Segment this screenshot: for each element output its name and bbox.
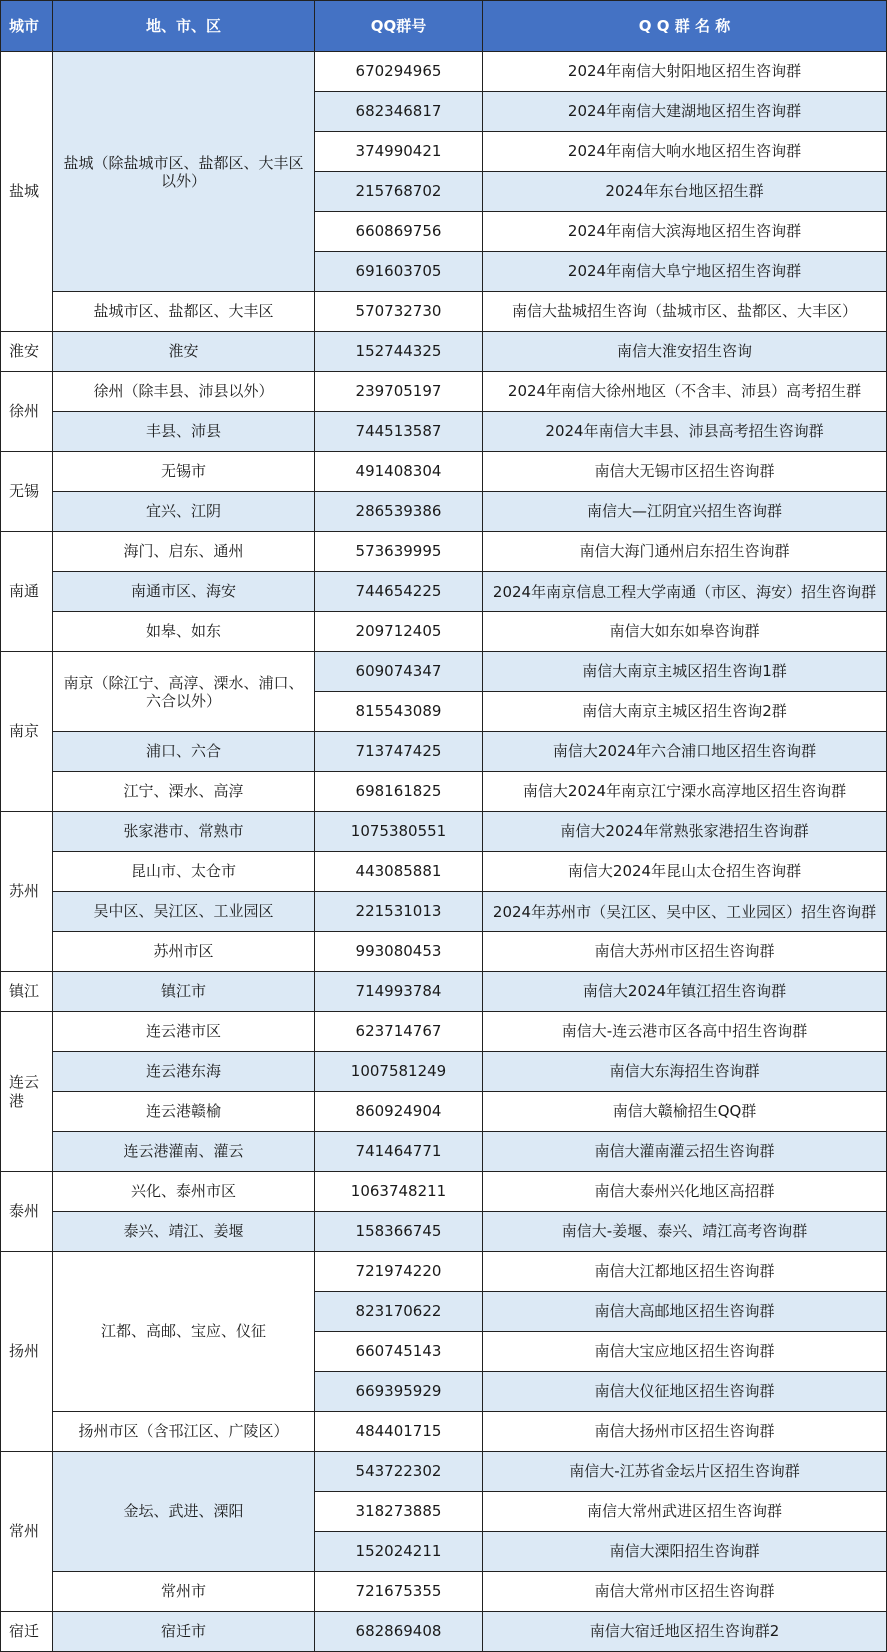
district-cell: 徐州（除丰县、沛县以外）: [53, 372, 315, 412]
qq-number-cell: 815543089: [315, 692, 483, 732]
city-cell: 镇江: [1, 972, 53, 1012]
table-row: [1, 292, 887, 332]
district-cell: 宜兴、江阴: [53, 492, 315, 532]
district-cell: 吴中区、吴江区、工业园区: [53, 892, 315, 932]
group-name-cell: 2024年南信大射阳地区招生咨询群: [483, 52, 887, 92]
qq-number-cell: 682869408: [315, 1612, 483, 1652]
group-name-cell: 南信大-姜堰、泰兴、靖江高考咨询群: [483, 1212, 887, 1252]
qq-number-cell: 721974220: [315, 1252, 483, 1292]
group-name-cell: 2024年南信大阜宁地区招生咨询群: [483, 252, 887, 292]
group-name-cell: 南信大2024年昆山太仓招生咨询群: [483, 852, 887, 892]
qq-number-cell: 670294965: [315, 52, 483, 92]
district-cell: 南通市区、海安: [53, 572, 315, 612]
qq-number-cell: 152744325: [315, 332, 483, 372]
table-row: [1, 932, 887, 972]
group-name-cell: 南信大2024年南京江宁溧水高淳地区招生咨询群: [483, 772, 887, 812]
group-name-cell: 南信大宿迁地区招生咨询群2: [483, 1612, 887, 1652]
qq-number-cell: 713747425: [315, 732, 483, 772]
district-cell: 连云港市区: [53, 1012, 315, 1052]
qq-number-cell: 691603705: [315, 252, 483, 292]
table-row: [1, 452, 887, 492]
qq-number-cell: 570732730: [315, 292, 483, 332]
table-row: [1, 52, 887, 92]
district-cell: 无锡市: [53, 452, 315, 492]
district-cell: 如皋、如东: [53, 612, 315, 652]
table-row: [1, 1572, 887, 1612]
district-cell: 海门、启东、通州: [53, 532, 315, 572]
qq-number-cell: 484401715: [315, 1412, 483, 1452]
qq-number-cell: 623714767: [315, 1012, 483, 1052]
header-qq: QQ群号: [315, 1, 483, 52]
table-row: [1, 412, 887, 452]
district-cell: 昆山市、太仓市: [53, 852, 315, 892]
qq-number-cell: 209712405: [315, 612, 483, 652]
table-row: [1, 332, 887, 372]
district-cell: 扬州市区（含邗江区、广陵区）: [53, 1412, 315, 1452]
table-row: [1, 1172, 887, 1212]
city-cell: 盐城: [1, 52, 53, 332]
qq-number-cell: 660869756: [315, 212, 483, 252]
group-name-cell: 2024年南信大丰县、沛县高考招生咨询群: [483, 412, 887, 452]
group-name-cell: 南信大泰州兴化地区高招群: [483, 1172, 887, 1212]
group-name-cell: 南信大-连云港市区各高中招生咨询群: [483, 1012, 887, 1052]
qq-number-cell: 744654225: [315, 572, 483, 612]
group-name-cell: 南信大高邮地区招生咨询群: [483, 1292, 887, 1332]
city-cell: 宿迁: [1, 1612, 53, 1652]
table-row: [1, 772, 887, 812]
city-cell: 泰州: [1, 1172, 53, 1252]
table-row: [1, 1612, 887, 1652]
qq-number-cell: 993080453: [315, 932, 483, 972]
city-cell: 南通: [1, 532, 53, 652]
table-row: [1, 1412, 887, 1452]
group-name-cell: 南信大仪征地区招生咨询群: [483, 1372, 887, 1412]
table-row: [1, 612, 887, 652]
qq-number-cell: 573639995: [315, 532, 483, 572]
header-city: 城市: [1, 1, 53, 52]
qq-number-cell: 491408304: [315, 452, 483, 492]
district-cell: 金坛、武进、溧阳: [53, 1452, 315, 1572]
group-name-cell: 2024年苏州市（吴江区、吴中区、工业园区）招生咨询群: [483, 892, 887, 932]
group-name-cell: 南信大-江苏省金坛片区招生咨询群: [483, 1452, 887, 1492]
district-cell: 兴化、泰州市区: [53, 1172, 315, 1212]
table-row: [1, 812, 887, 852]
qq-number-cell: 698161825: [315, 772, 483, 812]
group-name-cell: 2024年南信大滨海地区招生咨询群: [483, 212, 887, 252]
group-name-cell: 南信大苏州市区招生咨询群: [483, 932, 887, 972]
qq-number-cell: 860924904: [315, 1092, 483, 1132]
district-cell: 张家港市、常熟市: [53, 812, 315, 852]
group-name-cell: 南信大常州市区招生咨询群: [483, 1572, 887, 1612]
qq-number-cell: 239705197: [315, 372, 483, 412]
district-cell: 南京（除江宁、高淳、溧水、浦口、六合以外）: [53, 652, 315, 732]
district-cell: 宿迁市: [53, 1612, 315, 1652]
group-name-cell: 南信大2024年常熟张家港招生咨询群: [483, 812, 887, 852]
district-cell: 连云港灌南、灌云: [53, 1132, 315, 1172]
qq-number-cell: 543722302: [315, 1452, 483, 1492]
group-name-cell: 南信大2024年镇江招生咨询群: [483, 972, 887, 1012]
table-row: [1, 1012, 887, 1052]
city-cell: 无锡: [1, 452, 53, 532]
table-row: [1, 732, 887, 772]
group-name-cell: 南信大淮安招生咨询: [483, 332, 887, 372]
district-cell: 镇江市: [53, 972, 315, 1012]
group-name-cell: 南信大江都地区招生咨询群: [483, 1252, 887, 1292]
district-cell: 江宁、溧水、高淳: [53, 772, 315, 812]
qq-number-cell: 286539386: [315, 492, 483, 532]
district-cell: 盐城市区、盐都区、大丰区: [53, 292, 315, 332]
district-cell: 盐城（除盐城市区、盐都区、大丰区以外）: [53, 52, 315, 292]
qq-number-cell: 744513587: [315, 412, 483, 452]
district-cell: 江都、高邮、宝应、仪征: [53, 1252, 315, 1412]
qq-number-cell: 823170622: [315, 1292, 483, 1332]
table-row: [1, 1132, 887, 1172]
table-row: [1, 892, 887, 932]
qq-number-cell: 374990421: [315, 132, 483, 172]
group-name-cell: 南信大扬州市区招生咨询群: [483, 1412, 887, 1452]
district-cell: 常州市: [53, 1572, 315, 1612]
group-name-cell: 南信大如东如皋咨询群: [483, 612, 887, 652]
city-cell: 南京: [1, 652, 53, 812]
district-cell: 淮安: [53, 332, 315, 372]
qq-number-cell: 741464771: [315, 1132, 483, 1172]
table-row: [1, 1212, 887, 1252]
qq-number-cell: 721675355: [315, 1572, 483, 1612]
qq-number-cell: 609074347: [315, 652, 483, 692]
qq-number-cell: 158366745: [315, 1212, 483, 1252]
group-name-cell: 2024年南信大建湖地区招生咨询群: [483, 92, 887, 132]
district-cell: 丰县、沛县: [53, 412, 315, 452]
group-name-cell: 南信大盐城招生咨询（盐城市区、盐都区、大丰区）: [483, 292, 887, 332]
qq-number-cell: 443085881: [315, 852, 483, 892]
qq-number-cell: 660745143: [315, 1332, 483, 1372]
city-cell: 苏州: [1, 812, 53, 972]
table-row: [1, 852, 887, 892]
qq-number-cell: 215768702: [315, 172, 483, 212]
group-name-cell: 2024年东台地区招生群: [483, 172, 887, 212]
table-row: [1, 492, 887, 532]
district-cell: 浦口、六合: [53, 732, 315, 772]
qq-number-cell: 152024211: [315, 1532, 483, 1572]
city-cell: 淮安: [1, 332, 53, 372]
district-cell: 泰兴、靖江、姜堰: [53, 1212, 315, 1252]
group-name-cell: 南信大赣榆招生QQ群: [483, 1092, 887, 1132]
group-name-cell: 南信大常州武进区招生咨询群: [483, 1492, 887, 1532]
table-row: [1, 532, 887, 572]
district-cell: 连云港东海: [53, 1052, 315, 1092]
city-cell: 徐州: [1, 372, 53, 452]
table-row: [1, 372, 887, 412]
group-name-cell: 南信大—江阴宜兴招生咨询群: [483, 492, 887, 532]
group-name-cell: 南信大东海招生咨询群: [483, 1052, 887, 1092]
group-name-cell: 南信大无锡市区招生咨询群: [483, 452, 887, 492]
group-name-cell: 南信大溧阳招生咨询群: [483, 1532, 887, 1572]
qq-number-cell: 669395929: [315, 1372, 483, 1412]
group-name-cell: 南信大南京主城区招生咨询2群: [483, 692, 887, 732]
table-row: [1, 972, 887, 1012]
qq-number-cell: 221531013: [315, 892, 483, 932]
header-district: 地、市、区: [53, 1, 315, 52]
header-group-name: Q Q 群 名 称: [483, 1, 887, 52]
table-row: [1, 1452, 887, 1492]
table-header-row: [1, 1, 887, 52]
city-cell: 扬州: [1, 1252, 53, 1452]
group-name-cell: 2024年南信大响水地区招生咨询群: [483, 132, 887, 172]
district-cell: 苏州市区: [53, 932, 315, 972]
group-name-cell: 2024年南信大徐州地区（不含丰、沛县）高考招生群: [483, 372, 887, 412]
table-row: [1, 1252, 887, 1292]
group-name-cell: 南信大海门通州启东招生咨询群: [483, 532, 887, 572]
qq-number-cell: 1007581249: [315, 1052, 483, 1092]
qq-number-cell: 682346817: [315, 92, 483, 132]
table-row: [1, 1092, 887, 1132]
city-cell: 连云港: [1, 1012, 53, 1172]
group-name-cell: 南信大灌南灌云招生咨询群: [483, 1132, 887, 1172]
group-name-cell: 南信大宝应地区招生咨询群: [483, 1332, 887, 1372]
group-name-cell: 南信大南京主城区招生咨询1群: [483, 652, 887, 692]
group-name-cell: 2024年南京信息工程大学南通（市区、海安）招生咨询群: [483, 572, 887, 612]
district-cell: 连云港赣榆: [53, 1092, 315, 1132]
table-row: [1, 572, 887, 612]
table-row: [1, 1052, 887, 1092]
qq-number-cell: 1063748211: [315, 1172, 483, 1212]
qq-number-cell: 714993784: [315, 972, 483, 1012]
qq-number-cell: 1075380551: [315, 812, 483, 852]
group-name-cell: 南信大2024年六合浦口地区招生咨询群: [483, 732, 887, 772]
qq-number-cell: 318273885: [315, 1492, 483, 1532]
city-cell: 常州: [1, 1452, 53, 1612]
table-row: [1, 652, 887, 692]
